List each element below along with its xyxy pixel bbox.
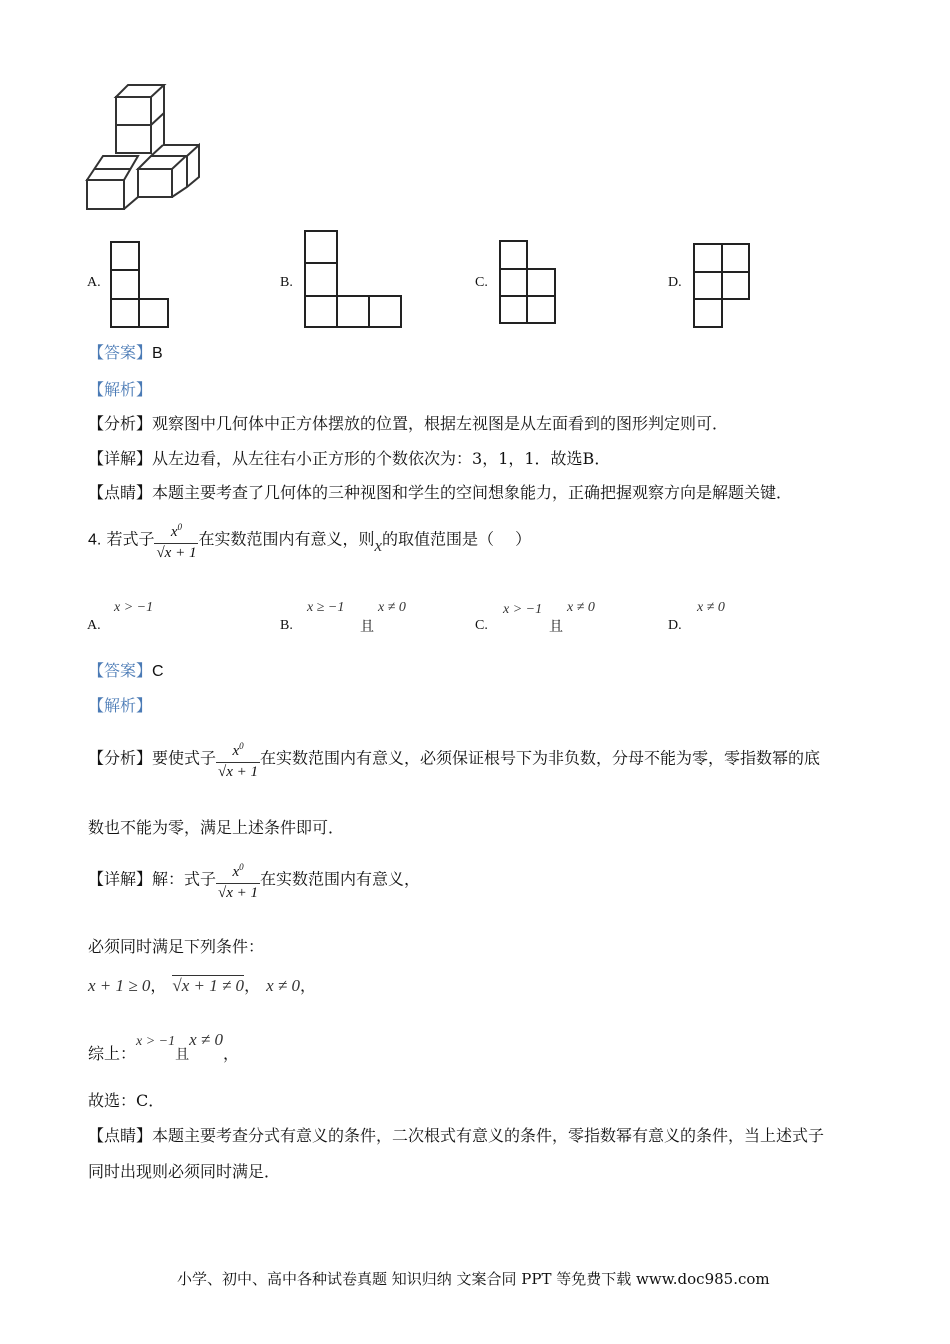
option-label: B. [280, 618, 293, 633]
option-b-view [305, 231, 401, 327]
stem-text: 的取值范围是（ ） [382, 529, 532, 549]
summary-label: 综上： [88, 1044, 137, 1063]
option-expr: x ≠ 0 [697, 600, 725, 615]
q4-analysis-tag: 【解析】 [88, 696, 153, 715]
answer-value: C [152, 663, 164, 680]
answer-tag: 【答案】 [88, 343, 153, 362]
q3-analysis-tag: 【解析】 [88, 380, 153, 399]
option-and: 且 [549, 620, 563, 635]
separator: ， [223, 1044, 240, 1063]
option-a-view [111, 242, 168, 327]
frac-num: x [232, 864, 240, 880]
answer-tag: 【答案】 [88, 661, 153, 680]
xiangjie-tag: 【详解】 [88, 869, 153, 889]
stem-variable: x [374, 535, 383, 555]
option-c-label: C. [475, 275, 488, 290]
fenxi-tag: 【分析】 [88, 748, 153, 768]
separator: ， [299, 976, 316, 995]
q3-dianjing [88, 483, 792, 503]
option-expr: x > −1 [114, 600, 154, 615]
q4-answer [88, 661, 164, 682]
answer-value: B [152, 345, 163, 362]
q4-fenxi-cont: 数也不能为零，满足上述条件即可． [88, 818, 345, 837]
q4-summary [88, 1030, 240, 1063]
frac-exp: 0 [239, 862, 244, 872]
q4-dianjing [88, 1126, 824, 1146]
frac-exp: 0 [239, 741, 244, 751]
q3-xiangjie [88, 449, 610, 469]
dianjing-text: 本题主要考查了几何体的三种视图和学生的空间想象能力，正确把握观察方向是解题关键． [152, 483, 793, 502]
option-label: C. [475, 618, 488, 633]
q4-choice: 故选：C． [88, 1091, 165, 1110]
dianjing-tag: 【点睛】 [88, 483, 153, 502]
stem-text: 若式子 [106, 529, 155, 549]
summary-expr2: x ≠ 0 [189, 1030, 224, 1049]
footer-text: 小学、初中、高中各种试卷真题 知识归纳 文案合同 PPT 等免费下载 www.doc985.com [177, 1270, 770, 1288]
option-d-label: D. [668, 275, 682, 290]
q4-conditions-title: 必须同时满足下列条件： [88, 937, 265, 956]
xiangjie-text: 从左边看，从左往右小正方形的个数依次为：3，1，1．故选B． [152, 449, 611, 468]
stem-text: 在实数范围内有意义，则 [198, 529, 375, 549]
fenxi-text: 观察图中几何体中正方体摆放的位置，根据左视图是从左面看到的图形判定则可． [152, 414, 729, 433]
q3-fenxi [88, 414, 728, 434]
option-d-view [694, 244, 749, 327]
dianjing-tag: 【点睛】 [88, 1126, 153, 1145]
q3-answer [88, 343, 163, 364]
option-expr2: x ≠ 0 [567, 600, 595, 615]
option-expr2: x ≠ 0 [378, 600, 406, 615]
fraction-expression [216, 858, 260, 902]
option-b-label: B. [280, 275, 293, 290]
q4-xiangjie [88, 858, 420, 902]
xiangjie-text: 在实数范围内有意义， [260, 869, 421, 889]
frac-den: √x + 1 [218, 764, 259, 780]
option-expr: x > −1 [503, 602, 543, 617]
xiangjie-text: 解：式子 [152, 869, 217, 889]
condition-3: x ≠ 0 [266, 976, 300, 995]
frac-num: x [232, 743, 240, 759]
condition-2: √x + 1 ≠ 0 [172, 976, 245, 995]
frac-den: √x + 1 [218, 885, 259, 901]
fraction-expression [154, 518, 198, 562]
frac-exp: 0 [177, 522, 183, 532]
condition-1: x + 1 ≥ 0 [88, 976, 151, 995]
option-a-label: A. [87, 275, 101, 290]
question-number: 4. [88, 531, 102, 549]
option-expr: x ≥ −1 [307, 600, 345, 615]
option-and: 且 [360, 620, 374, 635]
fenxi-text: 要使式子 [152, 748, 217, 768]
separator: ， [244, 976, 261, 995]
option-label: A. [87, 618, 101, 633]
option-c-view [500, 241, 555, 323]
q4-stem [88, 518, 531, 562]
q4-dianjing-cont: 同时出现则必须同时满足． [88, 1162, 281, 1181]
q4-fenxi [88, 737, 820, 781]
frac-num: x [170, 524, 178, 540]
dianjing-text: 本题主要考查分式有意义的条件，二次根式有意义的条件，零指数幂有意义的条件，当上述式子 [152, 1126, 825, 1145]
fenxi-text: 在实数范围内有意义，必须保证根号下为非负数，分母不能为零，零指数幂的底 [260, 748, 821, 768]
option-label: D. [668, 618, 682, 633]
fenxi-tag: 【分析】 [88, 414, 153, 433]
summary-expr: x > −1 [136, 1034, 176, 1049]
separator: ， [150, 976, 167, 995]
fraction-expression [216, 737, 260, 781]
q4-conditions [88, 976, 316, 996]
summary-and: 且 [175, 1047, 190, 1063]
xiangjie-tag: 【详解】 [88, 449, 153, 468]
frac-den: √x + 1 [156, 545, 197, 561]
